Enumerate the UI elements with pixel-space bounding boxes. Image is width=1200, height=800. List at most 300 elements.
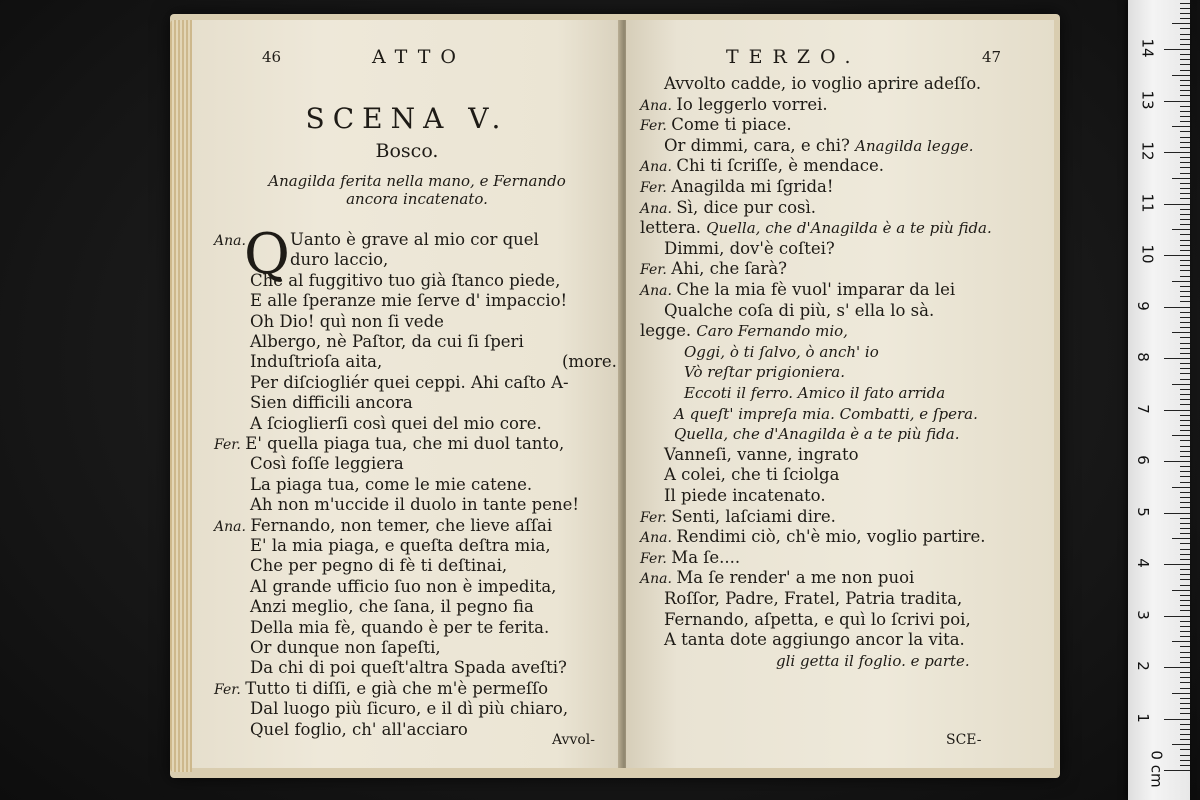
ruler-tick [1180, 18, 1190, 19]
verse-text: Così foſſe leggiera [250, 454, 404, 474]
verse-text: Chi ti ſcriſſe, è mendace. [676, 156, 884, 176]
ruler-tick [1164, 307, 1190, 308]
text-line [250, 658, 567, 678]
ruler-tick [1180, 322, 1190, 323]
ruler-tick [1164, 616, 1190, 617]
ruler-label: 9 [1133, 300, 1152, 311]
left-page [192, 20, 622, 768]
ruler-tick [1180, 353, 1190, 354]
text-line [250, 454, 404, 474]
ruler-tick [1172, 744, 1190, 745]
italic-text: Caro Fernando mio, [696, 322, 848, 341]
ruler-tick [1172, 178, 1190, 179]
open-book [170, 14, 1060, 778]
text-line [684, 383, 945, 403]
text-line [684, 362, 845, 382]
ruler-tick [1180, 518, 1190, 519]
ruler-tick [1180, 657, 1190, 658]
verse-text: Da chi di poi queſt'altra Spada aveſti? [250, 658, 567, 678]
text-line [684, 342, 879, 362]
text-line [664, 589, 962, 609]
ruler-tick [1180, 85, 1190, 86]
text-line [640, 177, 833, 198]
text-line [640, 568, 914, 589]
speaker-label: Fer. [214, 681, 246, 698]
ruler-tick [1180, 209, 1190, 210]
text-line [250, 638, 441, 658]
verse-text: Io leggerlo vorrei. [676, 94, 828, 114]
italic-text: A queſt' impreſa mia. Combatti, e ſpera. [674, 404, 978, 423]
verse-text: Che per pegno di fè ti deſtinai, [250, 556, 508, 576]
measurement-ruler [1128, 0, 1190, 800]
ruler-tick [1180, 497, 1190, 498]
speaker-label: Ana. [640, 530, 677, 547]
text-line [674, 404, 978, 424]
ruler-tick [1180, 54, 1190, 55]
ruler-tick [1180, 559, 1190, 560]
ruler-tick [1180, 729, 1190, 730]
text-line [664, 445, 859, 465]
text-line [776, 651, 970, 671]
ruler-tick [1172, 693, 1190, 694]
verse-text: duro laccio, [290, 250, 389, 270]
ruler-tick [1180, 39, 1190, 40]
ruler-tick [1180, 147, 1190, 148]
ruler-tick [1180, 528, 1190, 529]
ruler-tick [1180, 219, 1190, 220]
verse-text: La piaga tua, come le mie catene. [250, 474, 533, 494]
ruler-tick [1180, 121, 1190, 122]
ruler-tick [1180, 554, 1190, 555]
ruler-tick [1180, 131, 1190, 132]
ruler-tick [1180, 3, 1190, 4]
ruler-tick [1180, 214, 1190, 215]
verse-text: Vanneſi, vanne, ingrato [664, 444, 859, 464]
text-line [640, 115, 792, 136]
page-number: 46 [262, 48, 282, 66]
text-line [250, 291, 567, 311]
ruler-tick [1180, 502, 1190, 503]
ruler-tick [1172, 126, 1190, 127]
verse-text: Della mia fè, quando è per te ferita. [250, 617, 550, 637]
ruler-tick [1172, 384, 1190, 385]
text-line [250, 393, 413, 413]
verse-text: E alle ſperanze mie ſerve d' impaccio! [250, 291, 568, 311]
speaker-label: Fer. [640, 509, 672, 526]
ruler-tick [1180, 28, 1190, 29]
ruler-tick [1180, 749, 1190, 750]
ruler-tick [1180, 605, 1190, 606]
verse-text: Per diſciogliér quei ceppi. Ahi caſto A- [250, 372, 569, 392]
ruler-tick [1180, 440, 1190, 441]
ruler-tick [1180, 682, 1190, 683]
ruler-tick [1180, 430, 1190, 431]
ruler-tick [1164, 358, 1190, 359]
ruler-tick [1180, 250, 1190, 251]
text-line [640, 156, 884, 177]
verse-text: Come ti piace. [671, 115, 792, 135]
ruler-tick [1180, 137, 1190, 138]
ruler-tick [1180, 183, 1190, 184]
ruler-label: 1 [1133, 712, 1152, 723]
ruler-tick [1180, 44, 1190, 45]
ruler-tick [1180, 116, 1190, 117]
ruler-tick [1164, 204, 1190, 205]
speaker-label: Fer. [640, 180, 672, 196]
ruler-tick [1172, 641, 1190, 642]
speaker-label: Fer. [640, 262, 672, 279]
ruler-tick [1180, 543, 1190, 544]
ruler-label: 6 [1133, 455, 1152, 465]
ruler-tick [1180, 456, 1190, 457]
text-line [640, 218, 992, 238]
scene-setting: Bosco. [375, 140, 439, 162]
speaker-label: Fer. [640, 550, 672, 567]
text-line [664, 486, 826, 506]
text-line [640, 527, 986, 548]
text-line [214, 230, 539, 251]
verse-text: legge. [640, 321, 697, 341]
ruler-label: 13 [1138, 89, 1157, 110]
verse-text: Il piede incatenato. [664, 486, 826, 505]
text-line [214, 679, 548, 700]
ruler-tick [1180, 713, 1190, 714]
ruler-tick [1180, 451, 1190, 452]
page-edges [170, 20, 192, 772]
verse-text: Qualche coſa di più, s' ella lo sà. [664, 300, 935, 320]
ruler-tick [1180, 265, 1190, 266]
text-line [290, 250, 388, 270]
text-line [250, 332, 524, 352]
speaker-label: Ana. [214, 233, 246, 249]
scene-title: SCENA V. [305, 102, 509, 135]
ruler-tick [1180, 708, 1190, 709]
text-line [250, 618, 549, 638]
ruler-tick [1172, 332, 1190, 333]
ruler-tick [1180, 672, 1190, 673]
ruler-tick [1180, 569, 1190, 570]
text-line [640, 280, 955, 301]
ruler-tick [1180, 631, 1190, 632]
ruler-label: 10 [1138, 244, 1157, 264]
ruler-tick [1180, 574, 1190, 575]
ruler-tick [1180, 476, 1190, 477]
verse-text: Ahi, che ſarà? [671, 259, 787, 279]
overflow-word: (more. [562, 352, 617, 371]
ruler-tick [1180, 157, 1190, 158]
verse-text: Senti, laſciami dire. [671, 506, 836, 526]
italic-text: Anagilda legge. [855, 136, 974, 155]
ruler-tick [1164, 564, 1190, 565]
ruler-tick [1180, 471, 1190, 472]
ruler-label: 11 [1138, 192, 1157, 213]
ruler-tick [1180, 394, 1190, 395]
ruler-tick [1180, 13, 1190, 14]
ruler-tick [1180, 260, 1190, 261]
verse-text: Albergo, nè Paſtor, da cui ſi ſperi [250, 332, 524, 351]
text-line [640, 507, 836, 528]
ruler-tick [1164, 410, 1190, 411]
text-line [250, 536, 551, 556]
verse-text: Or dimmi, cara, e chi? [664, 135, 856, 155]
verse-text: A colei, che ti ſciolga [664, 465, 840, 485]
verse-text: A tanta dote aggiungo ancor la vita. [664, 630, 965, 650]
ruler-tick [1180, 420, 1190, 421]
ruler-tick [1180, 600, 1190, 601]
ruler-tick [1164, 719, 1190, 720]
ruler-tick [1172, 75, 1190, 76]
ruler-tick [1180, 652, 1190, 653]
speaker-label: Ana. [640, 97, 677, 114]
speaker-label: Ana. [640, 283, 677, 299]
text-line [664, 465, 839, 485]
speaker-label: Fer. [214, 437, 246, 453]
ruler-tick [1180, 111, 1190, 112]
ruler-tick [1180, 760, 1190, 761]
ruler-tick [1180, 337, 1190, 338]
ruler-label: 8 [1133, 352, 1152, 362]
italic-text: Oggi, ò ti ſalvo, ò anch' io [684, 342, 879, 361]
ruler-tick [1172, 590, 1190, 591]
verse-text: Avvolto cadde, io voglio aprire adeſſo. [664, 74, 982, 93]
text-line [674, 424, 959, 444]
text-line [250, 373, 569, 393]
verse-text: Quel foglio, ch' all'acciaro [250, 719, 468, 739]
speaker-label: Ana. [640, 571, 677, 588]
ruler-tick [1180, 446, 1190, 447]
ruler-tick [1180, 245, 1190, 246]
ruler-tick [1180, 296, 1190, 297]
speaker-label: Ana. [214, 518, 251, 535]
ruler-tick [1180, 698, 1190, 699]
italic-text: Vò reſtar prigioniera. [684, 363, 845, 382]
verse-text: Anagilda mi ſgrida! [671, 177, 834, 196]
text-line [640, 548, 740, 569]
catchword: Avvol- [552, 732, 595, 748]
ruler-tick [1180, 301, 1190, 302]
ruler-tick [1180, 662, 1190, 663]
ruler-tick [1180, 106, 1190, 107]
ruler-tick [1180, 404, 1190, 405]
catchword: SCE- [946, 732, 982, 748]
verse-text: Ma ſe.... [671, 547, 741, 567]
stage-direction: ancora incatenato. [346, 190, 488, 208]
ruler-tick [1164, 152, 1190, 153]
ruler-tick [1180, 415, 1190, 416]
italic-text: Eccoti il ferro. Amico il fato arrida [684, 384, 946, 402]
ruler-label: 3 [1133, 609, 1152, 620]
text-line [664, 74, 981, 94]
ruler-tick [1180, 34, 1190, 35]
ruler-tick [1180, 373, 1190, 374]
ruler-tick [1180, 734, 1190, 735]
text-line [664, 630, 965, 650]
text-line [664, 239, 835, 259]
ruler-tick [1180, 167, 1190, 168]
ruler-tick [1164, 255, 1190, 256]
ruler-label: 14 [1138, 38, 1157, 58]
ruler-tick [1180, 234, 1190, 235]
ruler-tick [1180, 240, 1190, 241]
ruler-tick [1180, 389, 1190, 390]
ruler-tick [1180, 368, 1190, 369]
verse-text: Che la mia fè vuol' imparar da lei [676, 280, 956, 299]
ruler-tick [1180, 724, 1190, 725]
verse-text: lettera. [640, 218, 707, 238]
text-line [214, 434, 564, 455]
ruler-tick [1180, 755, 1190, 756]
ruler-tick [1180, 270, 1190, 271]
ruler-tick [1172, 229, 1190, 230]
ruler-tick [1180, 466, 1190, 467]
ruler-label: 12 [1138, 141, 1157, 161]
text-line [664, 136, 974, 156]
text-line [640, 321, 848, 341]
ruler-tick [1180, 549, 1190, 550]
ruler-tick [1180, 286, 1190, 287]
ruler-tick [1180, 198, 1190, 199]
ruler-tick [1180, 739, 1190, 740]
text-line [250, 271, 560, 291]
ruler-tick [1180, 291, 1190, 292]
ruler-tick [1180, 636, 1190, 637]
verse-text: Dimmi, dov'è coſtei? [664, 238, 835, 258]
ruler-tick [1180, 64, 1190, 65]
ruler-tick [1180, 399, 1190, 400]
verse-text: Or dunque non ſapeſti, [250, 638, 441, 657]
ruler-tick [1180, 621, 1190, 622]
drop-cap: Q [244, 222, 290, 287]
text-line [250, 312, 444, 332]
ruler-tick [1180, 677, 1190, 678]
ruler-tick [1180, 523, 1190, 524]
ruler-tick [1180, 585, 1190, 586]
speaker-label: Ana. [640, 200, 677, 217]
ruler-tick [1180, 533, 1190, 534]
ruler-tick [1164, 513, 1190, 514]
ruler-tick [1172, 281, 1190, 282]
verse-text: Uanto è grave al mio cor quel [290, 230, 539, 249]
ruler-tick [1180, 688, 1190, 689]
text-line [250, 352, 382, 372]
italic-text: Quella, che d'Anagilda è a te più fida. [706, 219, 992, 238]
ruler-tick [1172, 23, 1190, 24]
verse-text: Rendimi ciò, ch'è mio, voglio partire. [676, 527, 986, 547]
ruler-tick [1172, 538, 1190, 539]
ruler-label: 5 [1133, 506, 1152, 517]
verse-text: E' la mia piaga, e queſta deſtra mia, [250, 536, 551, 555]
italic-text: gli getta il foglio. e parte. [776, 651, 970, 670]
ruler-tick [1180, 703, 1190, 704]
verse-text: Ma ſe render' a me non puoi [676, 568, 915, 588]
ruler-tick [1180, 317, 1190, 318]
ruler-tick [1180, 224, 1190, 225]
ruler-tick [1180, 343, 1190, 344]
verse-text: Tutto ti diſſi, e già che m'è permeſſo [245, 678, 549, 698]
verse-text: Dal luogo più ſicuro, e il dì più chiaro, [250, 699, 569, 719]
ruler-tick [1180, 595, 1190, 596]
verse-text: Roſſor, Padre, Fratel, Patria tradita, [664, 589, 963, 608]
ruler-tick [1180, 327, 1190, 328]
verse-text: Sien difficili ancora [250, 393, 413, 413]
ruler-tick [1180, 80, 1190, 81]
text-line [250, 699, 568, 719]
right-page [626, 20, 1054, 768]
ruler-tick [1180, 482, 1190, 483]
ruler-tick [1180, 142, 1190, 143]
verse-text: Anzi meglio, che ſana, il pegno fia [250, 597, 534, 617]
text-line [250, 495, 579, 515]
italic-text: Quella, che d'Anagilda è a te più fida. [674, 425, 960, 444]
ruler-label: 7 [1133, 403, 1152, 414]
text-line [250, 556, 507, 576]
ruler-tick [1180, 507, 1190, 508]
text-line [640, 198, 816, 219]
verse-text: A ſcioglierſi così quei del mio core. [250, 413, 542, 433]
ruler-tick [1180, 425, 1190, 426]
ruler-tick [1180, 363, 1190, 364]
page-number: 47 [982, 48, 1002, 66]
ruler-tick [1180, 173, 1190, 174]
ruler-tick [1180, 8, 1190, 9]
ruler-label: 4 [1133, 558, 1152, 568]
ruler-tick [1180, 276, 1190, 277]
ruler-tick [1180, 188, 1190, 189]
ruler-tick [1180, 379, 1190, 380]
text-line [250, 475, 532, 495]
text-line [250, 414, 542, 434]
ruler-tick [1180, 162, 1190, 163]
ruler-tick [1180, 312, 1190, 313]
ruler-tick [1180, 765, 1190, 766]
text-line [640, 95, 828, 116]
text-line [640, 259, 787, 280]
ruler-tick [1180, 70, 1190, 71]
ruler-tick [1180, 646, 1190, 647]
text-line [664, 301, 934, 321]
ruler-tick [1180, 95, 1190, 96]
verse-text: Fernando, non temer, che lieve aſſai [250, 515, 553, 535]
ruler-tick [1164, 461, 1190, 462]
verse-text: Oh Dio! quì non ſi vede [250, 311, 444, 331]
ruler-label: 2 [1133, 661, 1152, 671]
text-line [250, 577, 556, 597]
ruler-tick [1180, 90, 1190, 91]
stage-direction: Anagilda ferita nella mano, e Fernando [268, 172, 566, 190]
ruler-tick [1164, 101, 1190, 102]
ruler-tick [1172, 435, 1190, 436]
running-head: TERZO. [726, 46, 861, 68]
text-line [214, 516, 552, 537]
ruler-tick [1180, 626, 1190, 627]
verse-text: Al grande ufficio ſuo non è impedita, [250, 576, 557, 596]
ruler-tick [1172, 487, 1190, 488]
verse-text: E' quella piaga tua, che mi duol tanto, [245, 434, 565, 453]
ruler-tick [1164, 49, 1190, 50]
ruler-tick [1164, 770, 1190, 771]
ruler-tick [1164, 667, 1190, 668]
verse-text: Che al fuggitivo tuo già ſtanco piede, [250, 270, 561, 290]
text-line [250, 597, 534, 617]
verse-text: Induſtrioſa aita, [250, 352, 383, 372]
ruler-tick [1180, 492, 1190, 493]
ruler-tick [1180, 59, 1190, 60]
ruler-tick [1180, 348, 1190, 349]
text-line [250, 720, 468, 740]
ruler-tick [1180, 610, 1190, 611]
verse-text: Fernando, aſpetta, e quì lo ſcrivi poi, [664, 609, 971, 629]
verse-text: Sì, dice pur così. [676, 197, 817, 217]
